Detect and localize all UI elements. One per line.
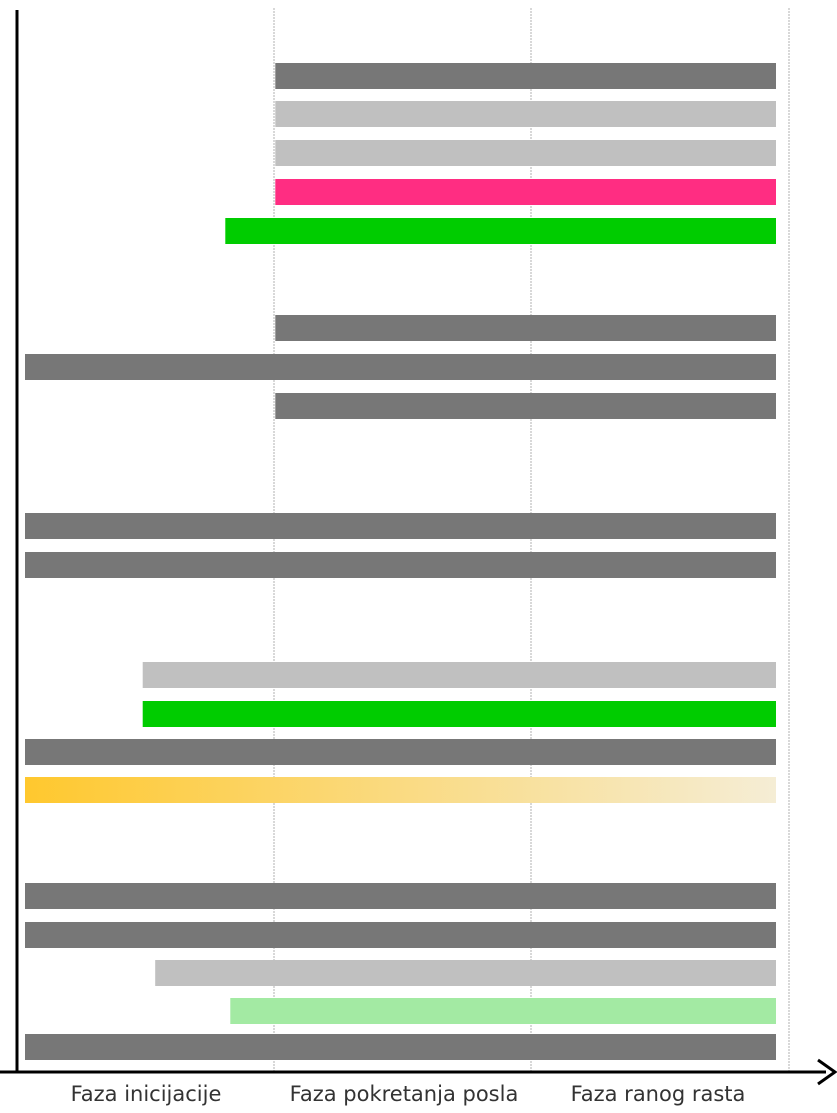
x-tick-label-3: Faza ranog rasta bbox=[570, 1082, 746, 1106]
bar-12 bbox=[143, 701, 776, 727]
bar-14 bbox=[25, 777, 776, 803]
bar-11 bbox=[143, 662, 776, 688]
bar-7 bbox=[25, 354, 776, 380]
bar-17 bbox=[155, 960, 776, 986]
bar-6 bbox=[275, 315, 776, 341]
bar-3 bbox=[275, 140, 776, 166]
bar-19 bbox=[25, 1034, 776, 1060]
bar-10 bbox=[25, 552, 776, 578]
bar-18 bbox=[230, 998, 776, 1024]
x-tick-label-2: Faza pokretanja posla bbox=[289, 1082, 519, 1106]
bar-15 bbox=[25, 883, 776, 909]
bar-4 bbox=[275, 179, 776, 205]
bar-9 bbox=[25, 513, 776, 539]
bar-1 bbox=[275, 63, 776, 89]
x-tick-label-1: Faza inicijacije bbox=[70, 1082, 222, 1106]
bar-2 bbox=[275, 101, 776, 127]
bar-8 bbox=[275, 393, 776, 419]
bar-16 bbox=[25, 922, 776, 948]
bar-5 bbox=[225, 218, 776, 244]
bar-13 bbox=[25, 739, 776, 765]
